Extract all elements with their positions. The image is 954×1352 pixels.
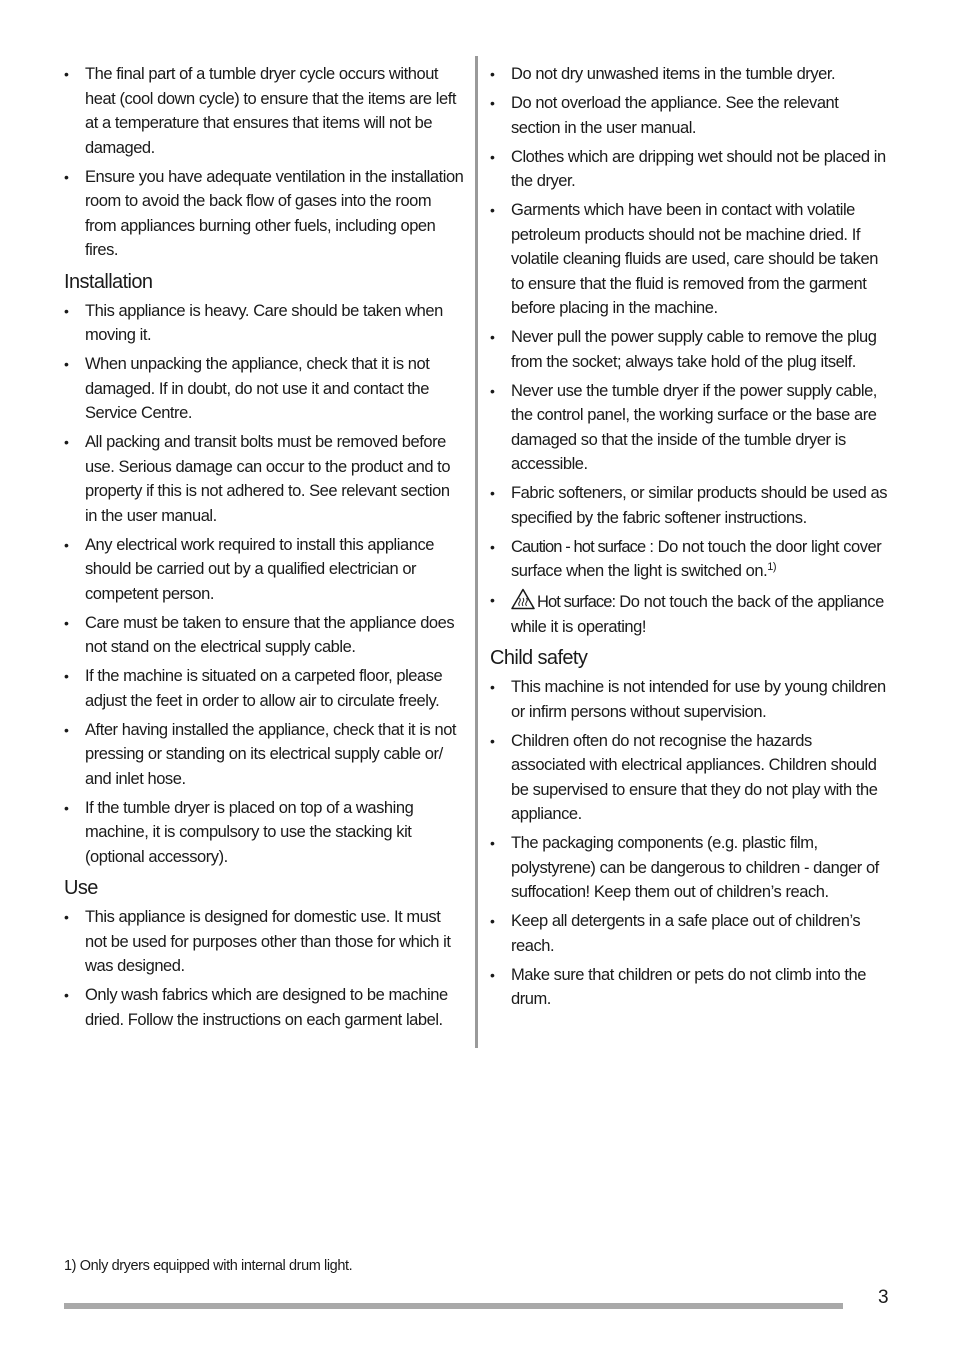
- bullet: •: [490, 66, 495, 82]
- list-item-text: Children often do not recognise the hazards associated with electrical appliances. Children should be supervised to ensure that they do not play with the appliance.: [511, 731, 878, 823]
- footnote: 1) Only dryers equipped with internal drum light.: [64, 1258, 353, 1274]
- list-item: [490, 62, 890, 87]
- list-item-text: This appliance is heavy. Care should be taken when moving it.: [85, 301, 443, 344]
- bullet: •: [64, 721, 69, 738]
- list-item: [64, 796, 464, 870]
- list-item: [490, 729, 890, 827]
- list-item: [490, 831, 890, 905]
- bullet: •: [64, 356, 69, 372]
- bullet: •: [64, 614, 69, 631]
- bullet: •: [490, 966, 495, 983]
- footer-rule: [64, 1303, 843, 1309]
- child-safety-heading: Child safety: [490, 647, 588, 669]
- column-divider: [475, 56, 478, 1048]
- list-item-text: Clothes which are dripping wet should not be placed in the dryer.: [511, 147, 886, 190]
- list-item: [490, 379, 890, 477]
- list-item-text: Never use the tumble dryer if the power supply cable, the control panel, the working surface or the base are damaged so that the inside of the tumble dryer is accessible.: [511, 381, 877, 473]
- list-item: [64, 983, 464, 1032]
- list-item-text: This appliance is designed for domestic use. It must not be used for purposes other than those for which it was designed.: [85, 908, 451, 975]
- bullet: •: [490, 732, 495, 749]
- list-item-text: Any electrical work required to install this appliance should be carried out by a qualified electrician or competent person.: [85, 535, 434, 603]
- list-item: [64, 905, 464, 979]
- list-item-text: Only wash fabrics which are designed to be machine dried. Follow the instructions on each garment label.: [85, 986, 448, 1029]
- list-item-text: All packing and transit bolts must be removed before use. Serious damage can occur to the product and to property if this is not adhered to. See relevant section in the user manual.: [85, 433, 451, 525]
- list-item: [64, 62, 464, 160]
- bullet: •: [64, 168, 69, 185]
- list-item-text: Do not overload the appliance. See the relevant section in the user manual.: [511, 94, 839, 137]
- list-item-text: If the tumble dryer is placed on top of a washing machine, it is compulsory to use the stacking kit (optional accessory).: [85, 798, 414, 866]
- list-item-text: The packaging components (e.g. plastic film, polystyrene) can be dangerous to children - danger of suffocation! Keep them out of children’s reach.: [511, 834, 879, 901]
- bullet: •: [64, 909, 69, 925]
- list-item-text: Care must be taken to ensure that the appliance does not stand on the electrical supply cable.: [85, 613, 455, 656]
- bullet: •: [64, 668, 69, 684]
- hot-surface-label: Hot surface:: [537, 593, 616, 611]
- list-item-text: Garments which have been in contact with volatile petroleum products should not be machine dried. If volatile cleaning fluids are used, care should be taken to ensure that the fluid is removed from the garment before placing in the machine.: [511, 201, 878, 317]
- list-item-text: After having installed the appliance, check that it is not pressing or standing on its electrical supply cable or/ and inlet hose.: [85, 720, 457, 788]
- bullet: •: [490, 95, 495, 111]
- list-item: [490, 145, 890, 194]
- intro-list: [64, 62, 464, 263]
- caution-item: [490, 535, 890, 584]
- installation-heading: Installation: [64, 270, 153, 293]
- right-column: [490, 62, 890, 1016]
- bullet: •: [64, 434, 69, 450]
- hot-surface-text: Do not touch the back of the appliance while it is operating!: [511, 593, 884, 636]
- use-list: [64, 905, 464, 1032]
- list-item: [64, 430, 464, 528]
- use-continued-list: [490, 62, 890, 639]
- page-number: 3: [878, 1287, 889, 1308]
- list-item: [64, 611, 464, 660]
- hot-surface-item: [490, 588, 890, 639]
- list-item-text: When unpacking the appliance, check that it is not damaged. If in doubt, do not use it and contact the Service Centre.: [85, 355, 430, 422]
- bullet: •: [490, 329, 495, 345]
- bullet: •: [64, 987, 69, 1003]
- list-item: [490, 91, 890, 140]
- bullet: •: [490, 148, 495, 165]
- list-item: [64, 664, 464, 713]
- footnote-ref: 1): [767, 561, 777, 573]
- bullet: •: [490, 538, 495, 555]
- list-item-text: Fabric softeners, or similar products should be used as specified by the fabric softener instructions.: [511, 484, 888, 527]
- list-item: [490, 198, 890, 321]
- bullet: •: [490, 592, 495, 608]
- list-item-text: The final part of a tumble dryer cycle occurs without heat (cool down cycle) to ensure that the items are left at a temperature that ensures that items will not be damaged.: [85, 65, 457, 157]
- list-item: [64, 533, 464, 607]
- bullet: •: [64, 302, 69, 319]
- list-item: [490, 481, 890, 530]
- bullet: •: [64, 536, 69, 553]
- use-heading: Use: [64, 877, 98, 899]
- bullet: •: [490, 679, 495, 695]
- list-item: [64, 299, 464, 348]
- bullet: •: [64, 66, 69, 82]
- list-item-text: Ensure you have adequate ventilation in the installation room to avoid the back flow of gases into the room from appliances burning other fuels, including open fires.: [85, 167, 464, 259]
- list-item: [490, 963, 890, 1012]
- list-item-text: Do not dry unwashed items in the tumble dryer.: [511, 65, 836, 83]
- bullet: •: [490, 382, 495, 399]
- list-item-text: If the machine is situated on a carpeted floor, please adjust the feet in order to allow air to circulate freely.: [85, 667, 443, 710]
- bullet: •: [490, 913, 495, 929]
- list-item: [490, 909, 890, 958]
- bullet: •: [64, 799, 69, 816]
- hot-surface-warning-icon: [511, 588, 535, 610]
- bullet: •: [490, 485, 495, 501]
- list-item-text: Keep all detergents in a safe place out of children’s reach.: [511, 912, 861, 955]
- caution-text: : Do not touch the door light cover surface when the light is switched on.: [511, 537, 882, 580]
- list-item-text: Never pull the power supply cable to remove the plug from the socket; always take hold of the plug itself.: [511, 328, 877, 371]
- list-item: [490, 325, 890, 374]
- bullet: •: [490, 202, 495, 218]
- installation-list: [64, 299, 464, 870]
- list-item: [64, 718, 464, 792]
- left-column: [64, 62, 464, 1037]
- list-item: [490, 675, 890, 724]
- bullet: •: [490, 835, 495, 851]
- list-item-text: This machine is not intended for use by young children or infirm persons without supervision.: [511, 678, 886, 721]
- list-item-text: Make sure that children or pets do not climb into the drum.: [511, 965, 866, 1008]
- caution-label: Caution - hot surface: [511, 537, 646, 556]
- list-item: [64, 165, 464, 263]
- list-item: [64, 352, 464, 426]
- child-safety-list: [490, 675, 890, 1012]
